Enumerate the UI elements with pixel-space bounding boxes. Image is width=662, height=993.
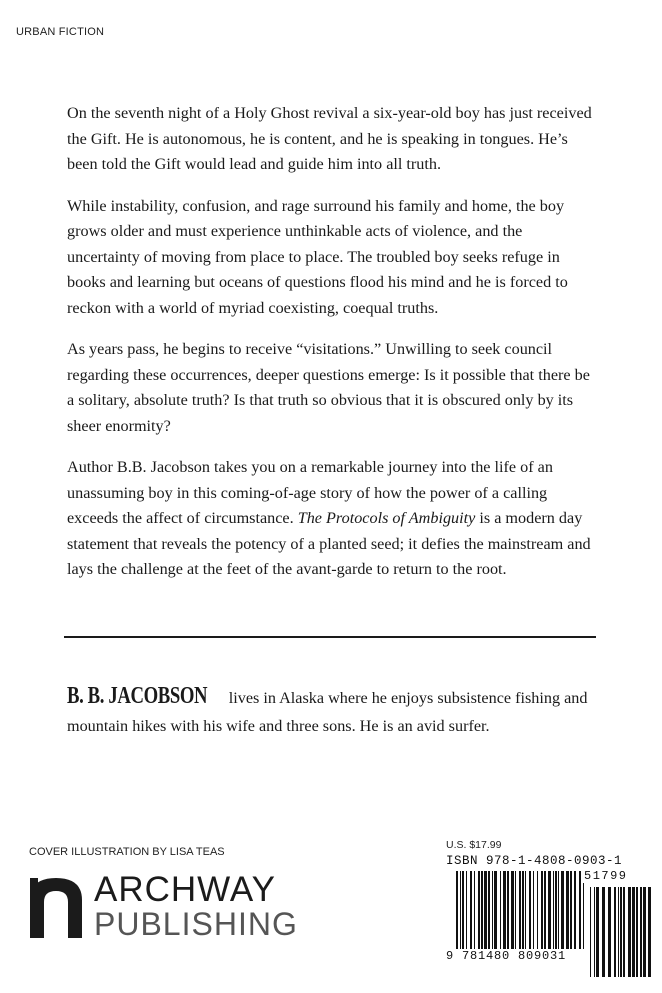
barcode-bar [460, 871, 461, 955]
author-name: B. B. JACOBSON [67, 683, 208, 709]
barcode-bar [529, 871, 531, 949]
barcode-bar [620, 887, 622, 977]
publisher-name-line2: PUBLISHING [94, 906, 298, 942]
blurb-paragraph-1: On the seventh night of a Holy Ghost revival a six-year-old boy has just received the Gift. He is autonomous, he is content, and he is speaking in tongues. He’s been told the Gift would lead and guide him into all truth. [67, 104, 592, 173]
barcode-bar [570, 871, 572, 949]
section-divider [64, 636, 596, 638]
barcode-bar [478, 871, 480, 949]
author-bio-text: lives in Alaska where he enjoys subsistence fishing and mountain hikes with his wife and three sons. He is an avid surfer. [67, 689, 588, 735]
barcode-bar [484, 871, 487, 949]
barcode-bar [596, 887, 599, 977]
barcode-bar [503, 871, 506, 949]
barcode-bar [533, 871, 534, 949]
barcode-bar [466, 871, 467, 949]
barcode-bar [640, 887, 642, 977]
blurb-p4-intro: Author B.B. Jacobson takes you on a remarkable journey into the life of an unassuming boy in this coming-of-age story of how the power of a calling exceeds the affect of circumstance. [67, 458, 553, 527]
barcode-bar [462, 871, 464, 949]
barcode-bar [470, 871, 472, 949]
publisher-name-line1: ARCHWAY [94, 870, 276, 909]
barcode-bar [632, 887, 635, 977]
barcode-bar [636, 887, 638, 977]
barcode-bar [555, 871, 557, 949]
barcode-bar [608, 887, 611, 977]
arch-icon [30, 878, 82, 938]
ean-digits: 9 781480 809031 [446, 949, 588, 963]
barcode-bar [541, 871, 543, 949]
barcode-bar [558, 871, 559, 949]
addon-digits: 51799 [584, 869, 628, 883]
barcode-bar [553, 871, 554, 949]
blurb-paragraph-2: While instability, confusion, and rage surround his family and home, the boy grows older and must experience unthinkable acts of violence, and the uncertainty of moving from place to place. The troubled boy seeks refuge in books and learning but oceans of questions flood his mind and he is forced to reckon with a world of myriad coexisting, coequal truths. [67, 196, 568, 317]
barcode [446, 871, 656, 983]
barcode-bar [618, 887, 619, 977]
barcode-bar [507, 871, 509, 949]
barcode-bar [548, 871, 551, 949]
barcode-bar [494, 871, 497, 949]
barcode-bar [648, 887, 651, 977]
barcode-bar [456, 871, 458, 955]
isbn-label: ISBN 978-1-4808-0903-1 [446, 854, 623, 868]
barcode-bar [515, 871, 516, 949]
price-label: U.S. $17.99 [446, 839, 502, 851]
barcode-bar [525, 871, 526, 949]
barcode-bar [602, 887, 605, 977]
blurb-p4-ending: is a modern day statement that reveals the potency of a planted seed; it defies the mainstream and lays the challenge at the feet of the avant-garde to return to the root. [67, 509, 591, 578]
barcode-bar [544, 871, 546, 949]
barcode-bar [623, 887, 625, 977]
barcode-bar [579, 871, 581, 955]
barcode-block [446, 871, 656, 983]
book-blurb [67, 101, 597, 599]
barcode-bar [614, 887, 616, 977]
genre-label: URBAN FICTION [16, 26, 105, 38]
blurb-paragraph-4 [67, 455, 597, 583]
barcode-bar [500, 871, 501, 949]
barcode-bar [566, 871, 569, 949]
barcode-bar [519, 871, 521, 955]
barcode-bar [594, 887, 595, 977]
barcode-bar [574, 871, 576, 949]
barcode-bar [561, 871, 564, 949]
book-title: The Protocols of Ambiguity [297, 509, 476, 527]
barcode-bar [522, 871, 524, 955]
blurb-paragraph-3: As years pass, he begins to receive “visitations.” Unwilling to seek council regarding these occurrences, deeper questions emerge: Is it possible that there be a solitary, absolute truth? Is that truth so obvious that it is obscured only by its sheer enormity? [67, 340, 590, 435]
barcode-bar [474, 871, 475, 949]
barcode-bar [481, 871, 483, 949]
barcode-bar [488, 871, 490, 949]
cover-credit: COVER ILLUSTRATION BY LISA TEAS [29, 846, 225, 858]
barcode-bar [511, 871, 514, 949]
barcode-bar [537, 871, 538, 949]
author-bio [67, 682, 602, 740]
barcode-bar [643, 887, 646, 977]
barcode-bar [628, 887, 631, 977]
barcode-bar [583, 871, 584, 955]
barcode-bar [590, 887, 591, 977]
barcode-bar [492, 871, 493, 949]
